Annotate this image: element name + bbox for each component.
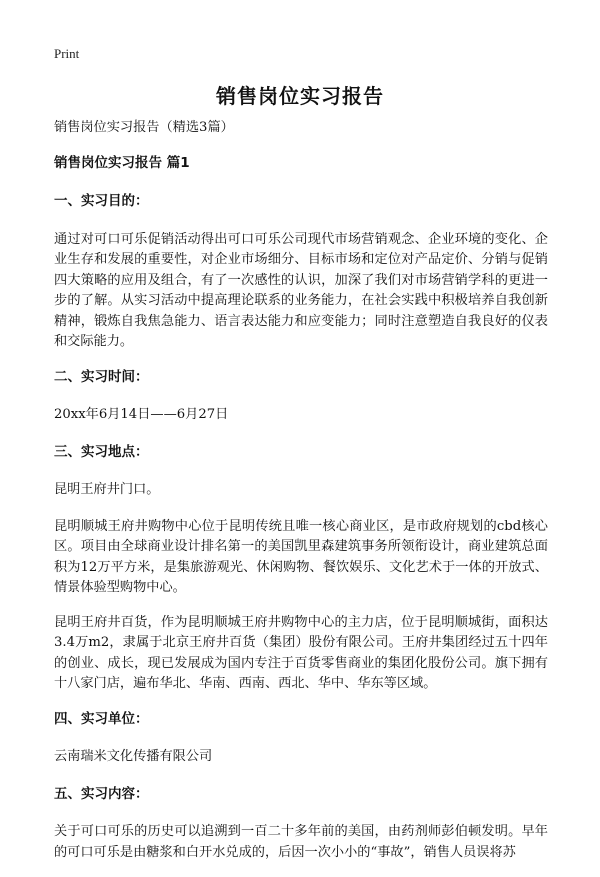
- section-heading-location: 三、实习地点：: [54, 443, 149, 460]
- location-paragraph: 昆明顺城王府井购物中心位于昆明传统且唯一核心商业区，是市政府规划的cbd核心区。项目由全球商业设计排名第一的美国凯里森建筑事务所领衔设计，商业建筑总面积为12万平方米，是集旅游观光、休闲购物、餐饮娱乐、文化艺术于一体的开放式、情景体验型购物中心。: [54, 518, 548, 595]
- document-subtitle: 销售岗位实习报告（精选3篇）: [54, 120, 234, 135]
- part-heading: 销售岗位实习报告 篇1: [54, 154, 190, 171]
- location-paragraph: 昆明王府井百货，作为昆明顺城王府井购物中心的主力店，位于昆明顺城街，面积达3.4万m2，隶属于北京王府井百货（集团）股份有限公司。王府井集团经过五十四年的创业、成长，现已发展成为国内专注于百货零售商业的集团化股份公司。旗下拥有十八家门店，遍布华北、华南、西南、西北、华中、华东等区域。: [54, 614, 548, 691]
- page-title: 销售岗位实习报告: [216, 84, 384, 108]
- section-heading-purpose: 一、实习目的：: [54, 193, 149, 209]
- section-body-time: 20xx年6月14日——6月27日: [54, 407, 229, 422]
- document-body: [54, 118, 548, 877]
- print-link[interactable]: Print: [54, 46, 80, 61]
- section-body-unit: 云南瑞米文化传播有限公司: [54, 749, 213, 764]
- section-heading-time: 二、实习时间：: [54, 368, 149, 385]
- section-heading-unit: 四、实习单位：: [54, 710, 149, 727]
- section-body-content: 关于可口可乐的历史可以追溯到一百二十多年前的美国，由药剂师彭伯顿发明。早年的可口可乐是由糖浆和白开水兑成的，后因一次小小的“事故”，销售人员误将苏: [54, 824, 548, 860]
- section-heading-content: 五、实习内容：: [54, 785, 149, 802]
- section-body-location: 昆明王府井门口。: [54, 482, 160, 497]
- section-body-purpose: 通过对可口可乐促销活动得出可口可乐公司现代市场营销观念、企业环境的变化、企业生存和发展的重要性，对企业市场细分、目标市场和定位对产品定价、分销与促销四大策略的应用及组合，有了一次感性的认识，加深了我们对市场营销学科的更进一步的了解。从实习活动中提高理论联系的业务能力，在社会实践中积极培养自我创新精神，锻炼自我焦急能力、语言表达能力和应变能力；同时注意塑造自我良好的仪表和交际能力。: [54, 231, 548, 349]
